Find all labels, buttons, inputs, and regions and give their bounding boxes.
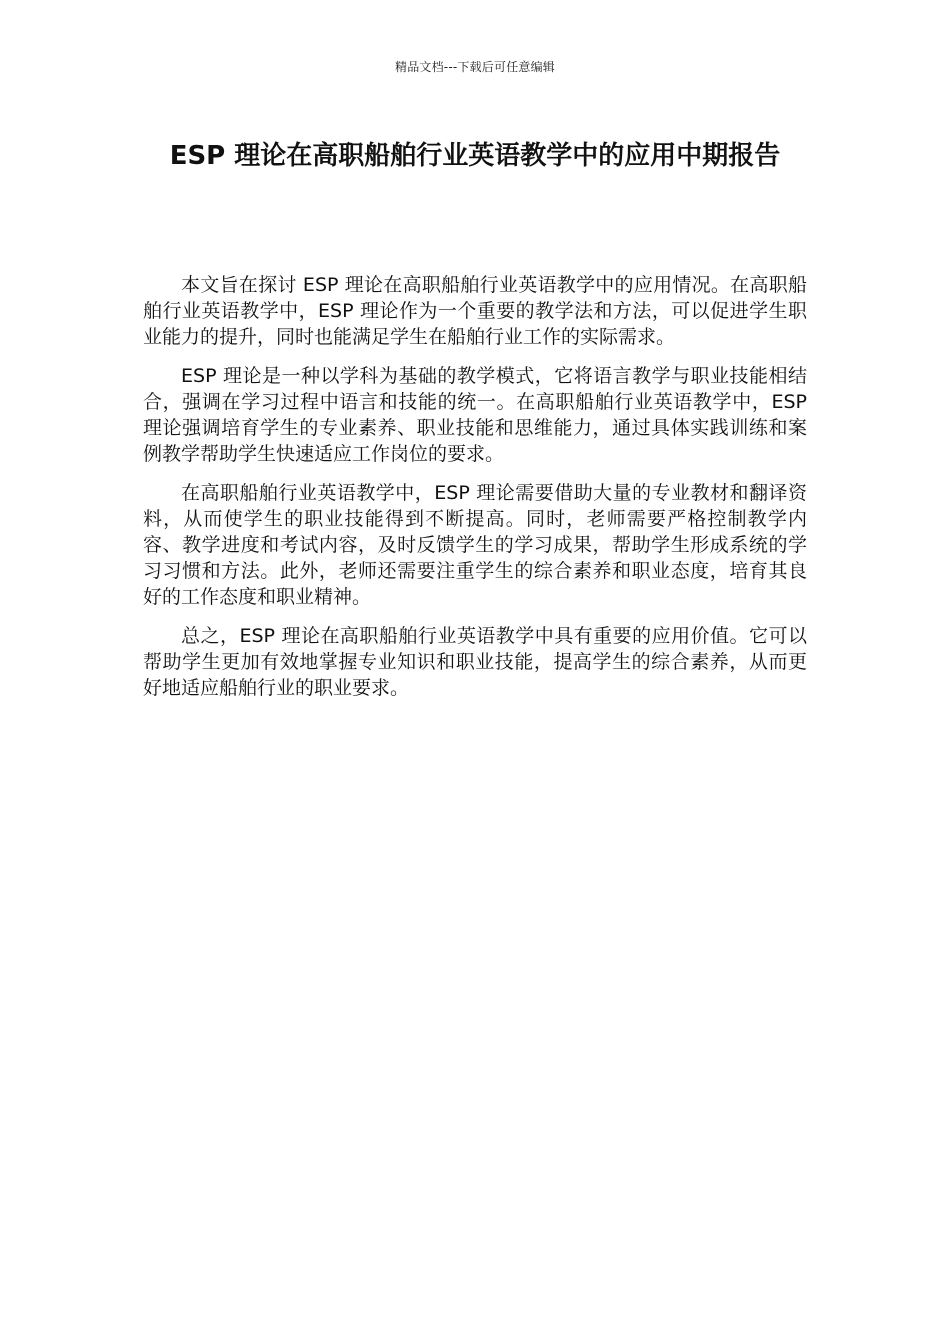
paragraph-4: 总之，ESP 理论在高职船舶行业英语教学中具有重要的应用价值。它可以帮助学生更加有效地掌握专业知识和职业技能，提高学生的综合素养，从而更好地适应船舶行业的职业要求。: [143, 625, 807, 699]
document-body: [143, 272, 807, 714]
document-title: ESP 理论在高职船舶行业英语教学中的应用中期报告: [169, 141, 781, 171]
paragraph-2: ESP 理论是一种以学科为基础的教学模式，它将语言教学与职业技能相结合，强调在学习过程中语言和技能的统一。在高职船舶行业英语教学中，ESP 理论强调培育学生的专业素养、职业技能和思维能力，通过具体实践训练和案例教学帮助学生快速适应工作岗位的要求。: [143, 365, 807, 465]
header-watermark: 精品文档---下载后可任意编辑: [395, 60, 555, 74]
paragraph-1: 本文旨在探讨 ESP 理论在高职船舶行业英语教学中的应用情况。在高职船舶行业英语教学中，ESP 理论作为一个重要的教学法和方法，可以促进学生职业能力的提升，同时也能满足学生在船舶行业工作的实际需求。: [143, 274, 807, 348]
paragraph-3: 在高职船舶行业英语教学中，ESP 理论需要借助大量的专业教材和翻译资料，从而使学生的职业技能得到不断提高。同时，老师需要严格控制教学内容、教学进度和考试内容，及时反馈学生的学习成果，帮助学生形成系统的学习习惯和方法。此外，老师还需要注重学生的综合素养和职业态度，培育其良好的工作态度和职业精神。: [143, 482, 807, 608]
